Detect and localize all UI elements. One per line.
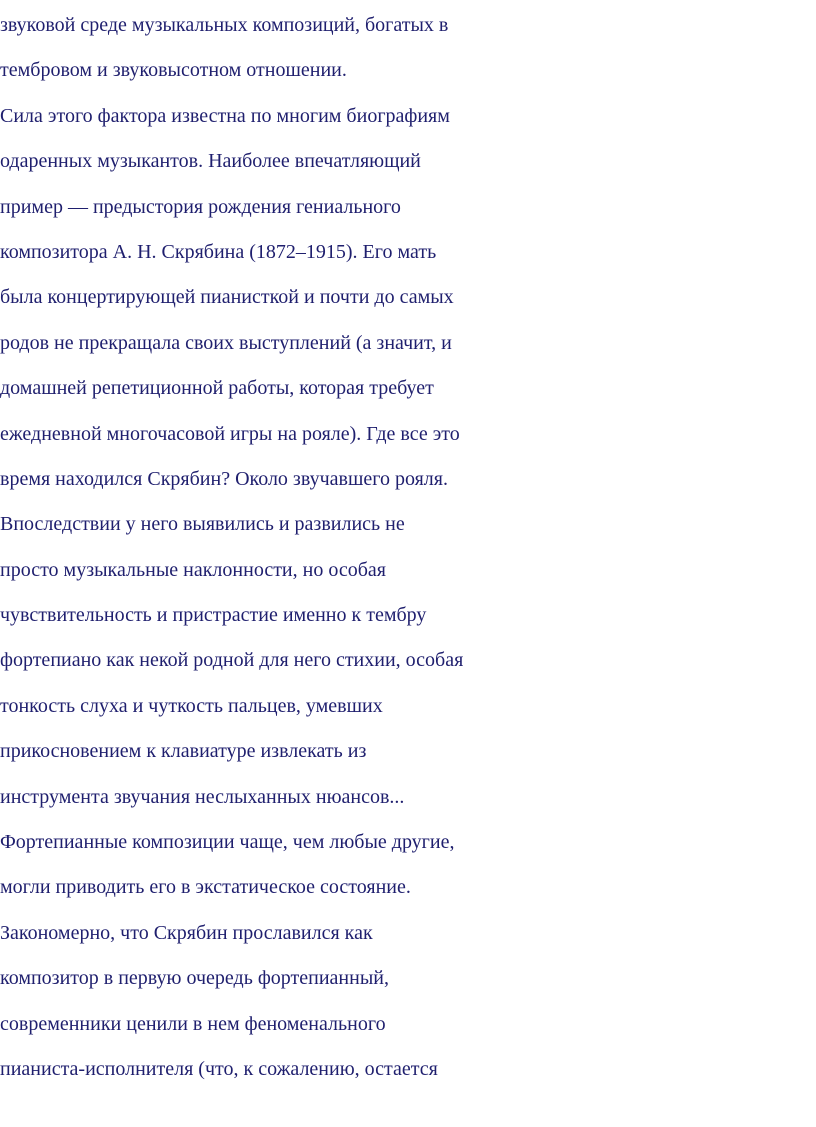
text-line-1: звуковой среде музыкальных композиций, богатых в — [0, 14, 449, 36]
body-text — [0, 3, 816, 1092]
text-line-2: тембровом и звуковысотном отношении. — [0, 59, 347, 82]
text-line-6: композитора А. Н. Скрябина (1872–1915). Его мать — [0, 240, 437, 263]
text-line-12: Впоследствии у него выявились и развились не — [0, 513, 405, 536]
text-line-20: могли приводить его в экстатическое состояние. — [0, 876, 411, 899]
text-line-21: Закономерно, что Скрябин прославился как — [0, 921, 373, 944]
text-line-9: домашней репетиционной работы, которая требует — [0, 377, 434, 400]
text-line-23: современники ценили в нем феноменального — [0, 1012, 386, 1035]
text-line-7: была концертирующей пианисткой и почти до самых — [0, 286, 454, 309]
text-line-17: прикосновением к клавиатуре извлекать из — [0, 740, 367, 763]
text-line-15: фортепиано как некой родной для него стихии, особая — [0, 649, 464, 672]
text-line-24: пианиста-исполнителя (что, к сожалению, остается — [0, 1057, 438, 1080]
text-line-5: пример — предыстория рождения гениального — [0, 195, 401, 218]
text-line-8: родов не прекращала своих выступлений (а значит, и — [0, 331, 452, 354]
text-line-4: одаренных музыкантов. Наиболее впечатляющий — [0, 150, 421, 173]
text-line-16: тонкость слуха и чуткость пальцев, умевших — [0, 694, 383, 717]
text-line-13: просто музыкальные наклонности, но особая — [0, 558, 386, 581]
text-line-14: чувствительность и пристрастие именно к тембру — [0, 604, 427, 627]
text-line-11: время находился Скрябин? Около звучавшего рояля. — [0, 467, 448, 490]
text-line-10: ежедневной многочасовой игры на рояле). Где все это — [0, 422, 460, 445]
text-line-22: композитор в первую очередь фортепианный, — [0, 967, 389, 990]
text-line-19: Фортепианные композиции чаще, чем любые другие, — [0, 831, 455, 854]
text-line-18: инструмента звучания неслыханных нюансов... — [0, 785, 405, 808]
text-line-3: Сила этого фактора известна по многим биографиям — [0, 104, 450, 127]
